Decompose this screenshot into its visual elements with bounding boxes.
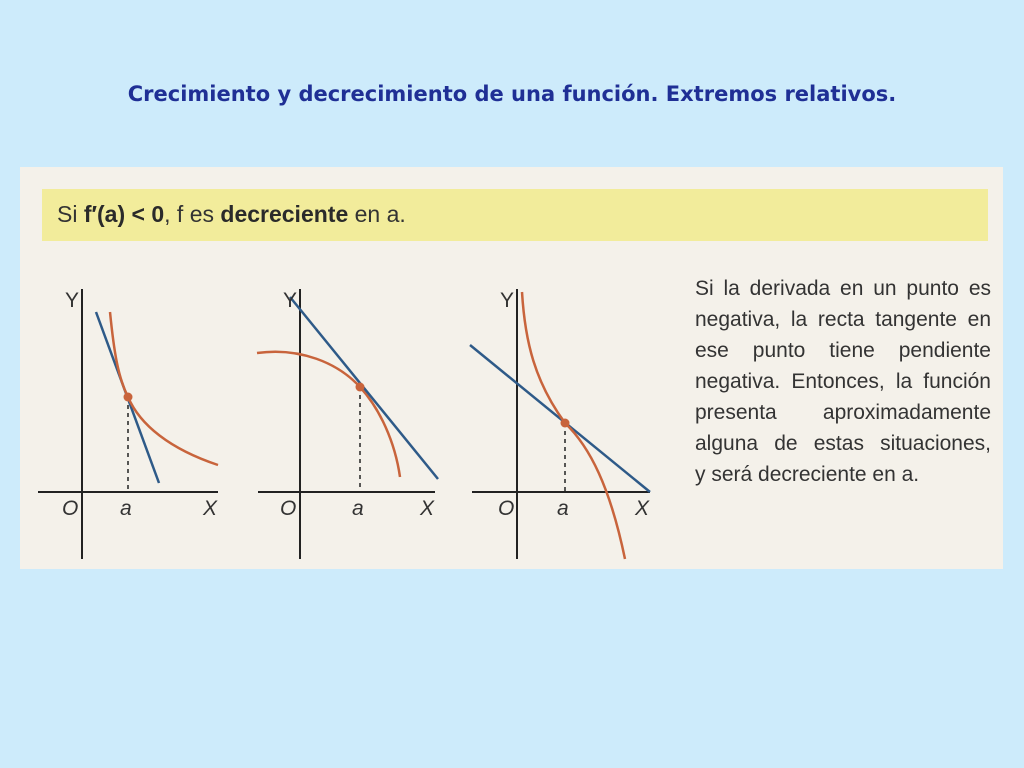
graph-2-a-label: a <box>352 497 364 520</box>
graph-2-y-label: Y <box>283 289 298 312</box>
banner-middle: , f es <box>164 201 221 227</box>
graph-3-origin-label: O <box>498 497 515 520</box>
graph-1-point <box>124 393 133 402</box>
graph-3-a-label: a <box>557 497 569 520</box>
graph-3-x-label: X <box>635 497 650 520</box>
derivative-expression: f′(a) < 0 <box>83 201 165 227</box>
explanation-text <box>695 273 991 490</box>
graph-1 <box>38 289 218 559</box>
explanation-line: alguna de estas situaciones, <box>695 432 991 455</box>
graph-1-origin-label: O <box>62 497 79 520</box>
banner-suffix: en a. <box>348 201 406 227</box>
explanation-line: negativa, la recta tangente en <box>695 308 991 331</box>
graph-1-y-label: Y <box>65 289 80 312</box>
slide-title: Crecimiento y decrecimiento de una función. Extremos relativos. <box>127 82 897 106</box>
textbook-scan <box>20 167 1003 569</box>
explanation-line: ese punto tiene pendiente <box>695 339 991 362</box>
graph-3-curve <box>522 292 625 559</box>
graph-3-y-label: Y <box>500 289 515 312</box>
graph-3 <box>470 289 650 559</box>
explanation-line: presenta aproximadamente <box>695 401 991 424</box>
graph-2-curve <box>257 352 400 477</box>
graph-3-tangent-line <box>470 345 650 492</box>
graph-2-origin-label: O <box>280 497 297 520</box>
graph-2-point <box>356 383 365 392</box>
graph-1-x-label: X <box>203 497 218 520</box>
banner-prefix: Si <box>57 201 84 227</box>
graph-2 <box>257 289 438 559</box>
banner-keyword: decreciente <box>220 201 349 227</box>
graph-1-a-label: a <box>120 497 132 520</box>
graph-2-x-label: X <box>420 497 435 520</box>
explanation-line: y será decreciente en a. <box>695 463 920 486</box>
explanation-line: Si la derivada en un punto es <box>695 277 991 300</box>
graph-3-point <box>561 419 570 428</box>
graph-1-curve <box>110 312 218 465</box>
explanation-line: negativa. Entonces, la función <box>695 370 991 393</box>
